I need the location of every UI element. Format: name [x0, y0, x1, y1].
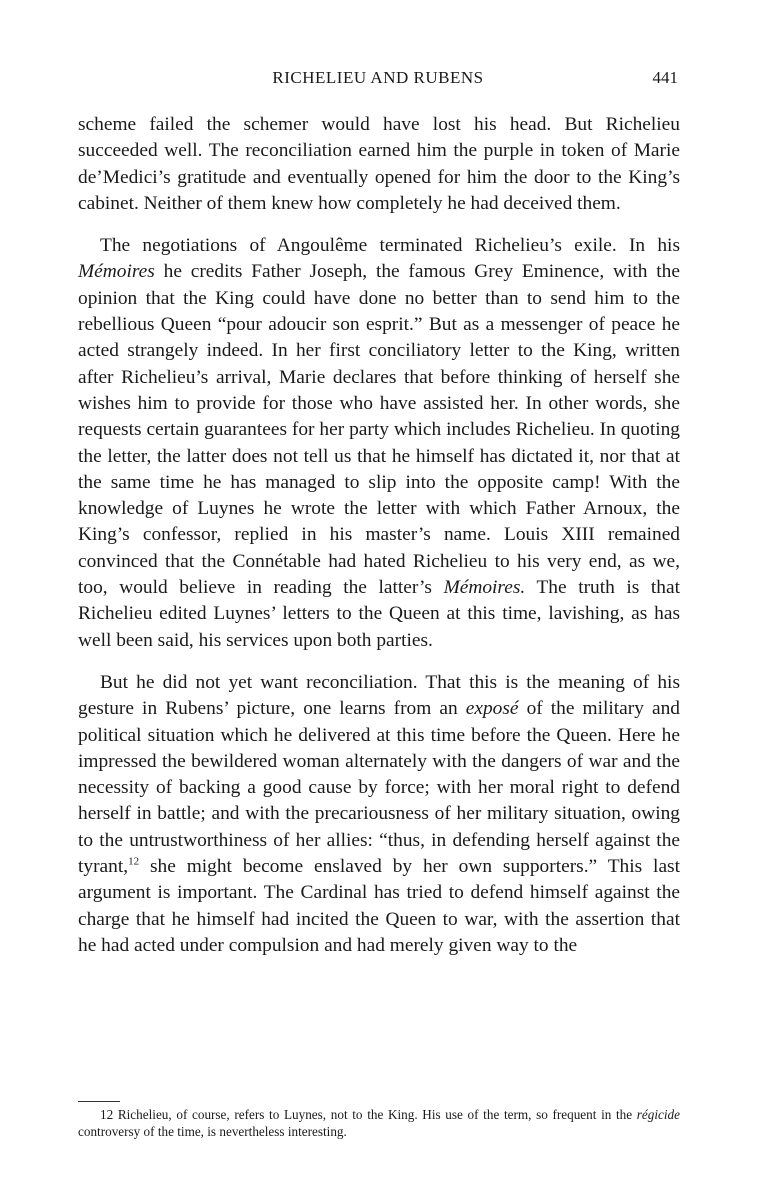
- page-number: 441: [652, 68, 678, 87]
- paragraph-2-part-b: he credits Father Joseph, the famous Grey Eminence, with the opinion that the King could have done no better than to send him to the rebellious Queen “pour adoucir son esprit.” But as a messenger of peace he acted strangely indeed. In her first conciliatory letter to the King, written after Richelieu’s arrival, Marie declares that before thinking of herself she wishes him to provide for those who have assisted her. In other words, she requests certain guarantees for her party which includes Richelieu. In quoting the letter, the latter does not tell us that he himself has dictated it, nor that at the same time he has managed to slip into the opposite camp! With the knowledge of Luynes he wrote the letter with which Father Arnoux, the King’s confessor, replied in his master’s name. Louis XIII remained convinced that the Connétable had hated Richelieu to his very end, as we, too, would believe in reading the latter’s: [78, 261, 680, 599]
- running-title: RICHELIEU AND RUBENS: [272, 68, 484, 87]
- body-text: [78, 112, 680, 959]
- paragraph-3-part-c: she might become enslaved by her own supporters.” This last argument is important. The Cardinal has tried to defend himself against the charge that he himself had incited the Queen to war, with the assertion that he had acted under compulsion and had merely given way to the: [78, 856, 680, 956]
- footnote-rule: [78, 1101, 120, 1102]
- page-header: [78, 68, 678, 94]
- paragraph-1-text: scheme failed the schemer would have lost his head. But Richelieu succeeded well. The reconciliation earned him the purple in token of Marie de’Medici’s gratitude and eventually opened for him the door to the King’s cabinet. Neither of them knew how completely he had deceived them.: [78, 114, 680, 214]
- paragraph-3-part-a: But he did not yet want reconciliation. That this is the meaning of his gesture in Rubens’ picture, one learns from an: [78, 671, 680, 720]
- paragraph-3: [78, 670, 680, 959]
- footnote-reference: 12: [128, 855, 140, 868]
- footnote-text-a: Richelieu, of course, refers to Luynes, not to the King. His use of the term, so frequent in the: [113, 1107, 637, 1122]
- memoires-title-1: Mémoires: [78, 261, 155, 283]
- footnote: [78, 1106, 680, 1140]
- footnote-term: régicide: [636, 1107, 680, 1122]
- expose-term: exposé: [465, 698, 519, 720]
- memoires-title-2: Mémoires.: [443, 577, 526, 599]
- paragraph-1: [78, 112, 680, 217]
- paragraph-2-part-c: The truth is that Richelieu edited Luynes’ letters to the Queen at this time, lavishing, as has well been said, his services upon both parties.: [78, 577, 680, 651]
- paragraph-2-part-a: The negotiations of Angoulême terminated Richelieu’s exile. In his: [100, 235, 680, 257]
- paragraph-3-part-b: of the military and political situation which he delivered at this time before the Queen. Here he impressed the bewildered woman alternately with the dangers of war and the necessity of backing a good cause by force; with her moral right to defend herself in battle; and with the precariousness of her military situation, owing to the untrustworthiness of her allies: “thus, in defending herself against the tyrant,: [78, 698, 680, 878]
- footnote-number: 12: [100, 1107, 114, 1122]
- paragraph-2: [78, 233, 680, 654]
- footnote-text-b: controversy of the time, is nevertheless interesting.: [78, 1124, 347, 1139]
